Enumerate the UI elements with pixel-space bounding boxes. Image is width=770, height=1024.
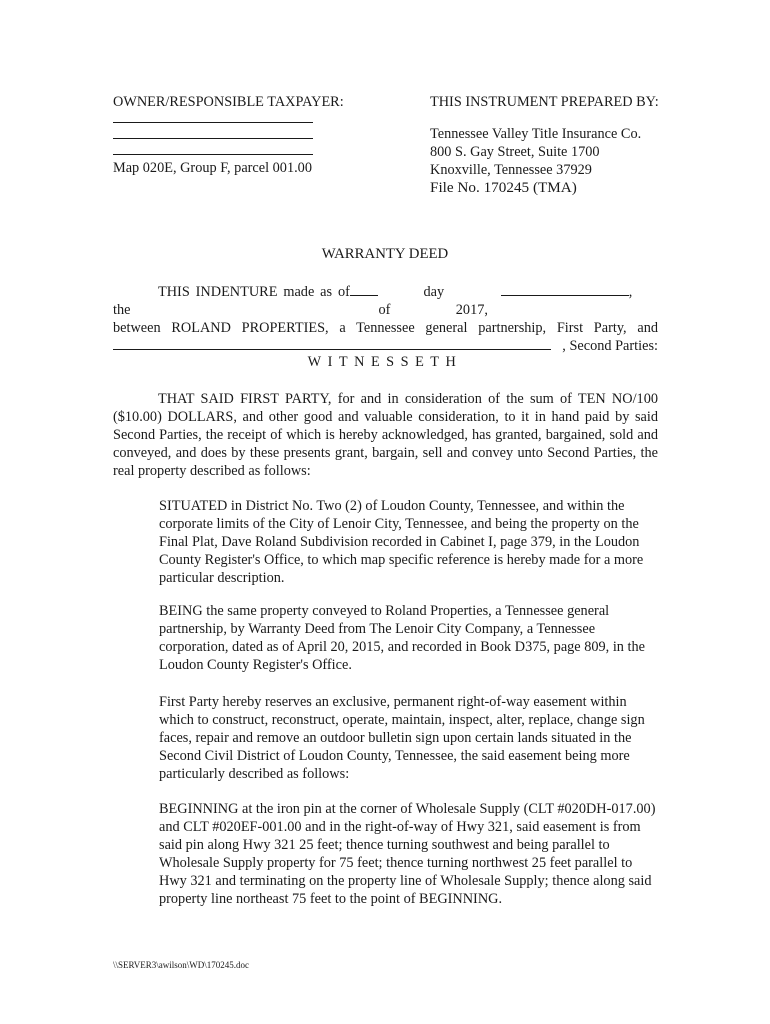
owner-blank-line-1	[113, 111, 313, 123]
witnesseth-heading: WITNESSETH	[307, 354, 463, 370]
month-blank	[501, 283, 629, 296]
map-reference: Map 020E, Group F, parcel 001.00	[113, 160, 312, 176]
reservation-paragraph: First Party hereby reserves an exclusive, permanent right-of-way easement within which to construct, reconstruct, operate, maintain, inspect, alter, replace, change sign faces, repair and remove an outdoor bulletin sign upon certain lands situated in the Second Civil District of Loudon County, Tennessee, the said easement being more particularly described as follows:	[159, 694, 645, 782]
indenture-paragraph	[113, 283, 658, 355]
preparer-address: 800 S. Gay Street, Suite 1700	[430, 144, 600, 160]
document-title: WARRANTY DEED	[321, 246, 449, 262]
indenture-text-4: between ROLAND PROPERTIES, a Tennessee general partnership, First Party, and	[113, 320, 658, 336]
footer-file-path: \\SERVER3\awilson\WD\170245.doc	[113, 960, 250, 970]
owner-label: OWNER/RESPONSIBLE TAXPAYER:	[113, 94, 344, 110]
prepared-by-label: THIS INSTRUMENT PREPARED BY:	[430, 94, 659, 110]
owner-blank-line-2	[113, 127, 313, 139]
second-parties-blank	[113, 337, 551, 350]
indenture-text-3: , 2017,	[455, 284, 633, 318]
indenture-line-1	[113, 283, 658, 319]
owner-blank-line-3	[113, 143, 313, 155]
indenture-text-1: THIS INDENTURE made as of the	[113, 284, 350, 318]
indenture-text-5: , Second Parties:	[562, 338, 658, 354]
document-header	[113, 93, 657, 203]
indenture-text-2: day of	[378, 284, 445, 318]
consideration-paragraph: THAT SAID FIRST PARTY, for and in consideration of the sum of TEN NO/100 ($10.00) DOLLARS, and other good and valuable consideration, to it in hand paid by said Second Parties, the receipt of which is hereby acknowledged, has granted, bargained, sold and conveyed, and does by these presents grant, bargain, sell and convey unto Second Parties, the real property described as follows:	[113, 391, 658, 479]
preparer-name: Tennessee Valley Title Insurance Co.	[430, 126, 642, 142]
owner-block	[113, 93, 344, 177]
situated-paragraph: SITUATED in District No. Two (2) of Loudon County, Tennessee, and within the corporate limits of the City of Lenoir City, Tennessee, and being the property on the Final Plat, Dave Roland Subdivision recorded in Cabinet I, page 379, in the Loudon County Register's Office, to which map specific reference is hereby made for a more particular description.	[159, 498, 644, 586]
preparer-city: Knoxville, Tennessee 37929	[430, 162, 592, 178]
being-paragraph: BEING the same property conveyed to Roland Properties, a Tennessee general partnership, by Warranty Deed from The Lenoir City Company, a Tennessee corporation, dated as of April 20, 2015, and recorded in Book D375, page 809, in the Loudon County Register's Office.	[159, 603, 645, 673]
beginning-paragraph: BEGINNING at the iron pin at the corner of Wholesale Supply (CLT #020DH-017.00) and CLT #020EF-001.00 and in the right-of-way of Hwy 321, said easement is from said pin along Hwy 321 25 feet; thence turning southwest and being parallel to Wholesale Supply property for 75 feet; thence turning northwest 25 feet parallel to Hwy 321 and terminating on the property line of Wholesale Supply; thence along said property line northeast 75 feet to the point of BEGINNING.	[159, 801, 656, 907]
file-number: File No. 170245 (TMA)	[430, 179, 577, 196]
preparer-block	[430, 93, 670, 197]
day-blank	[350, 283, 379, 296]
spacer	[430, 111, 670, 125]
